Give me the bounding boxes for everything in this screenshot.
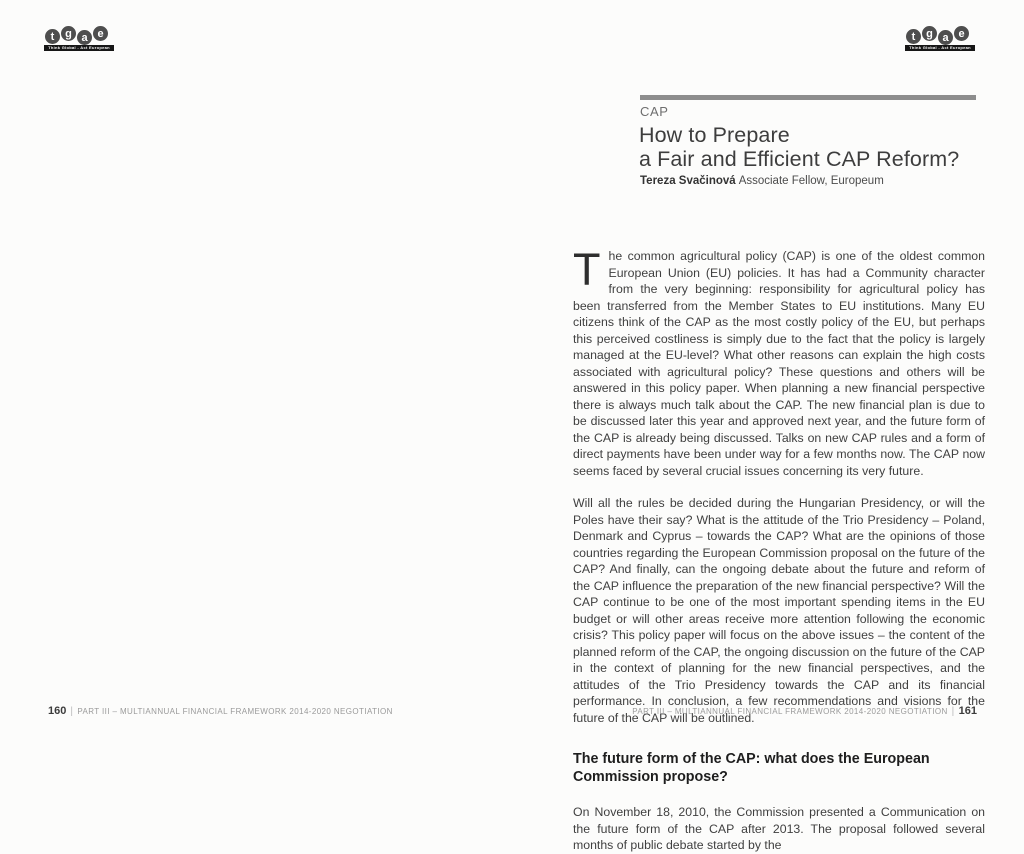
tgae-logo-tagline: Think Global - Act European — [905, 45, 975, 51]
footer-separator: | — [951, 706, 955, 717]
page-number-right: 161 — [958, 705, 977, 717]
article-title-line1: How to Prepare — [639, 123, 790, 147]
tgae-logo-letters — [905, 26, 975, 45]
author-name: Tereza Svačinová — [640, 175, 736, 187]
article-kicker: CAP — [640, 104, 669, 119]
logo-letter-g: g — [61, 26, 76, 41]
article-title-line2: a Fair and Efficient CAP Reform? — [639, 146, 960, 171]
paragraph-intro — [573, 244, 985, 479]
author-role: Associate Fellow, Europeum — [738, 175, 884, 187]
tgae-logo — [905, 26, 975, 51]
logo-letter-a: a — [77, 30, 92, 45]
section-heading: The future form of the CAP: what does the European Commission propose? — [573, 751, 930, 785]
running-title: PART III – MULTIANNUAL FINANCIAL FRAMEWORK 2014-2020 NEGOTIATION — [77, 707, 393, 716]
logo-letter-e: e — [954, 26, 969, 41]
tgae-logo — [44, 26, 114, 51]
section-rule — [640, 95, 976, 100]
footer-left — [48, 705, 393, 717]
logo-letter-a: a — [938, 30, 953, 45]
logo-letter-g: g — [922, 26, 937, 41]
running-title: PART III – MULTIANNUAL FINANCIAL FRAMEWORK 2014-2020 NEGOTIATION — [632, 707, 948, 716]
drop-cap: T — [573, 244, 601, 295]
footer-right — [632, 705, 977, 717]
logo-letter-t: t — [906, 29, 921, 44]
logo-letter-t: t — [45, 29, 60, 44]
paragraph-questions: Will all the rules be decided during the Hungarian Presidency, or will the Poles have their say? What is the attitude of the Trio Presidency – Poland, Denmark and Cyprus – towards the CAP? What are the opinions of those countries regarding the European Commission proposal on the future of the CAP? And finally, can the ongoing debate about the future and reform of the CAP influence the preparation of the new financial perspective? Will the CAP continue to be one of the most important spending items in the EU budget or will other areas receive more attention following the economic crisis? This policy paper will focus on the above issues – the content of the planned reform of the CAP, the ongoing discussion on the future of the CAP in the context of planning for the new financial perspectives, and the attitudes of the Trio Presidency towards the CAP and its financial performance. In conclusion, a few recommendations and visions for the future of the CAP will be outlined. — [573, 496, 985, 725]
logo-letter-e: e — [93, 26, 108, 41]
article-body — [573, 244, 985, 854]
article-title — [639, 124, 959, 171]
tgae-logo-letters — [44, 26, 114, 45]
paragraph-commission: On November 18, 2010, the Commission presented a Communication on the future form of the CAP after 2013. The proposal followed several months of public debate started by the — [573, 805, 985, 852]
page-number-left: 160 — [48, 705, 67, 717]
tgae-logo-tagline: Think Global - Act European — [44, 45, 114, 51]
paragraph-intro-text: he common agricultural policy (CAP) is one of the oldest common European Union (EU) policies. It has had a Community character from the very beginning: responsibility for agricultural policy has been transferred from the Member States to EU institutions. Many EU citizens think of the CAP as the most costly policy of the EU, but perhaps this perceived costliness is simply due to the fact that the policy is largely managed at the EU-level? What other reasons can explain the high costs associated with agricultural policy? These questions and others will be answered in this policy paper. When planning a new financial perspective there is always much talk about the CAP. The new financial plan is due to be discussed later this year and approved next year, and the future form of the CAP is already being discussed. Talks on new CAP rules and a form of direct payments have been under way for a few months now. The CAP now seems faced by several crucial issues concerning its very future. — [573, 249, 985, 478]
footer-separator: | — [70, 706, 74, 717]
article-byline — [640, 175, 884, 187]
